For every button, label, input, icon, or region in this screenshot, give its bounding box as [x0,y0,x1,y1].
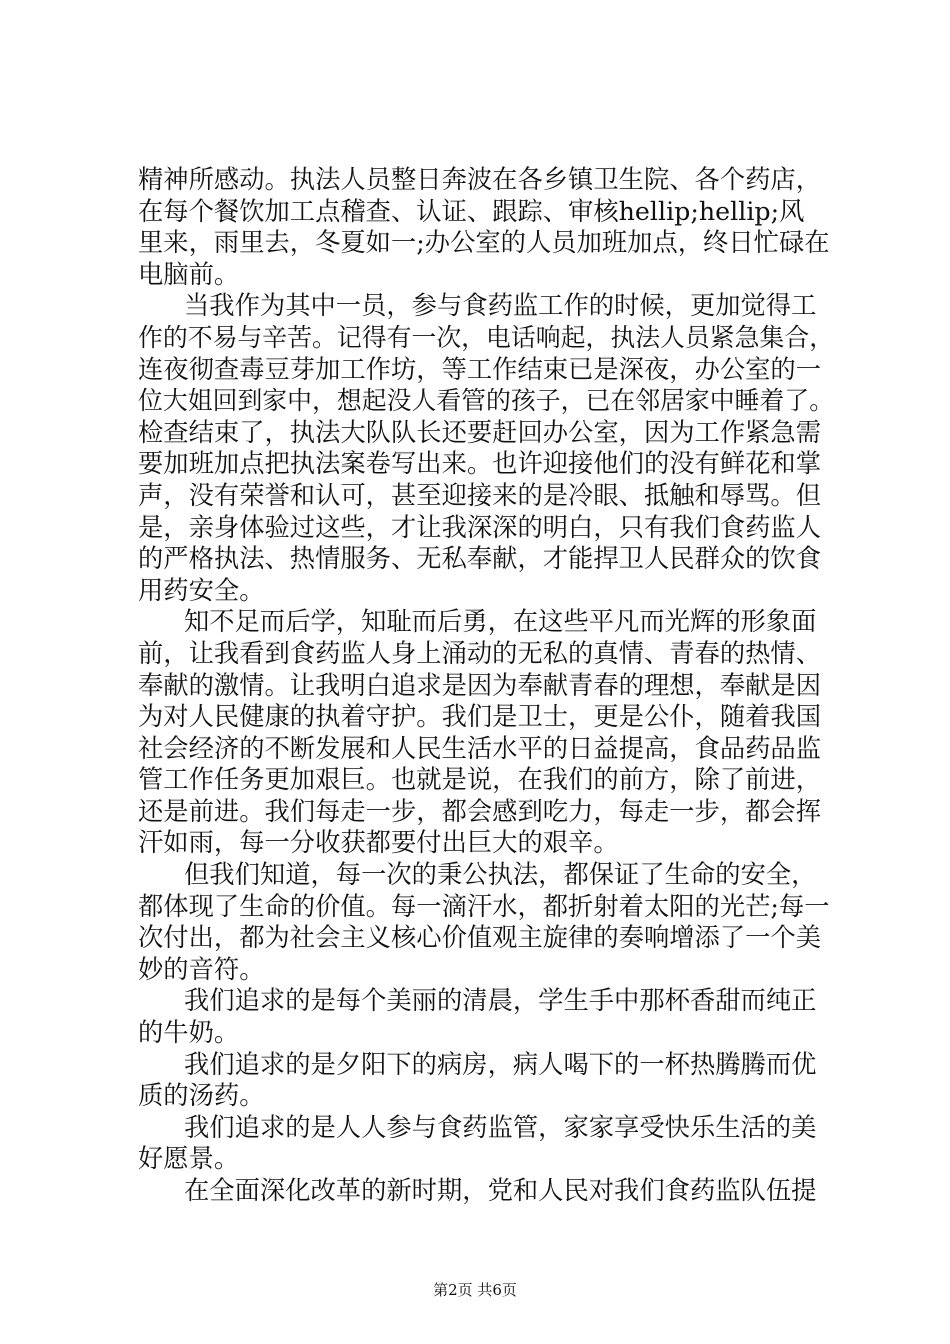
text-line: 但我们知道，每一次的秉公执法，都保证了生命的安全， [184,860,817,890]
body-text [138,164,834,1207]
text-line: 用药安全。 [138,575,265,605]
text-line: 里来，雨里去，冬夏如一;办公室的人员加班加点，终日忙碌在 [138,228,830,258]
text-line: 前，让我看到食药监人身上涌动的无私的真情、青春的热情、 [138,638,822,668]
text-line: 我们追求的是夕阳下的病房，病人喝下的一杯热腾腾而优 [184,1049,817,1079]
text-line: 妙的音符。 [138,954,265,984]
text-line: 位大姐回到家中，想起没人看管的孩子，已在邻居家中睡着了。 [138,386,835,416]
text-line: 管工作任务更加艰巨。也就是说，在我们的前方，除了前进， [138,765,822,795]
text-line: 精神所感动。执法人员整日奔波在各乡镇卫生院、各个药店， [138,165,822,194]
text-line: 连夜彻查毒豆芽加工作坊，等工作结束已是深夜，办公室的一 [138,354,822,384]
text-line: 要加班加点把执法案卷写出来。也许迎接他们的没有鲜花和掌 [138,449,822,479]
text-line: 奉献的激情。让我明白追求是因为奉献青春的理想，奉献是因 [138,670,822,700]
text-line: 都体现了生命的价值。每一滴汗水，都折射着太阳的光芒;每一 [138,891,830,921]
text-line: 知不足而后学，知耻而后勇，在这些平凡而光辉的形象面 [184,607,817,637]
text-line: 还是前进。我们每走一步，都会感到吃力，每走一步，都会挥 [138,796,822,826]
text-line: 我们追求的是人人参与食药监管，家家享受快乐生活的美 [184,1112,817,1142]
text-line: 好愿景。 [138,1144,240,1174]
text-line: 在每个餐饮加工点稽查、认证、跟踪、审核hellip;hellip;风 [138,196,805,226]
text-line: 当我作为其中一员，参与食药监工作的时候，更加觉得工 [184,291,817,321]
text-line: 汗如雨，每一分收获都要付出巨大的艰辛。 [138,828,619,858]
page-footer: 第2页 共6页 [433,1281,517,1299]
text-line: 作的不易与辛苦。记得有一次，电话响起，执法人员紧急集合， [138,322,835,352]
text-line: 的牛奶。 [138,1018,240,1048]
text-line: 社会经济的不断发展和人民生活水平的日益提高，食品药品监 [138,733,822,763]
text-line: 质的汤药。 [138,1081,265,1111]
text-line: 是，亲身体验过这些，才让我深深的明白，只有我们食药监人 [138,512,822,542]
text-line: 次付出，都为社会主义核心价值观主旋律的奏响增添了一个美 [138,923,822,953]
text-line: 检查结束了，执法大队队长还要赶回办公室，因为工作紧急需 [138,417,822,447]
text-line: 声，没有荣誉和认可，甚至迎接来的是冷眼、抵触和辱骂。但 [138,480,822,510]
text-line: 电脑前。 [138,259,240,289]
text-line: 为对人民健康的执着守护。我们是卫士，更是公仆，随着我国 [138,702,822,732]
text-line: 我们追求的是每个美丽的清晨，学生手中那杯香甜而纯正 [184,986,817,1016]
text-line: 的严格执法、热情服务、无私奉献，才能捍卫人民群众的饮食 [138,544,822,574]
text-line: 在全面深化改革的新时期，党和人民对我们食药监队伍提 [184,1176,817,1205]
